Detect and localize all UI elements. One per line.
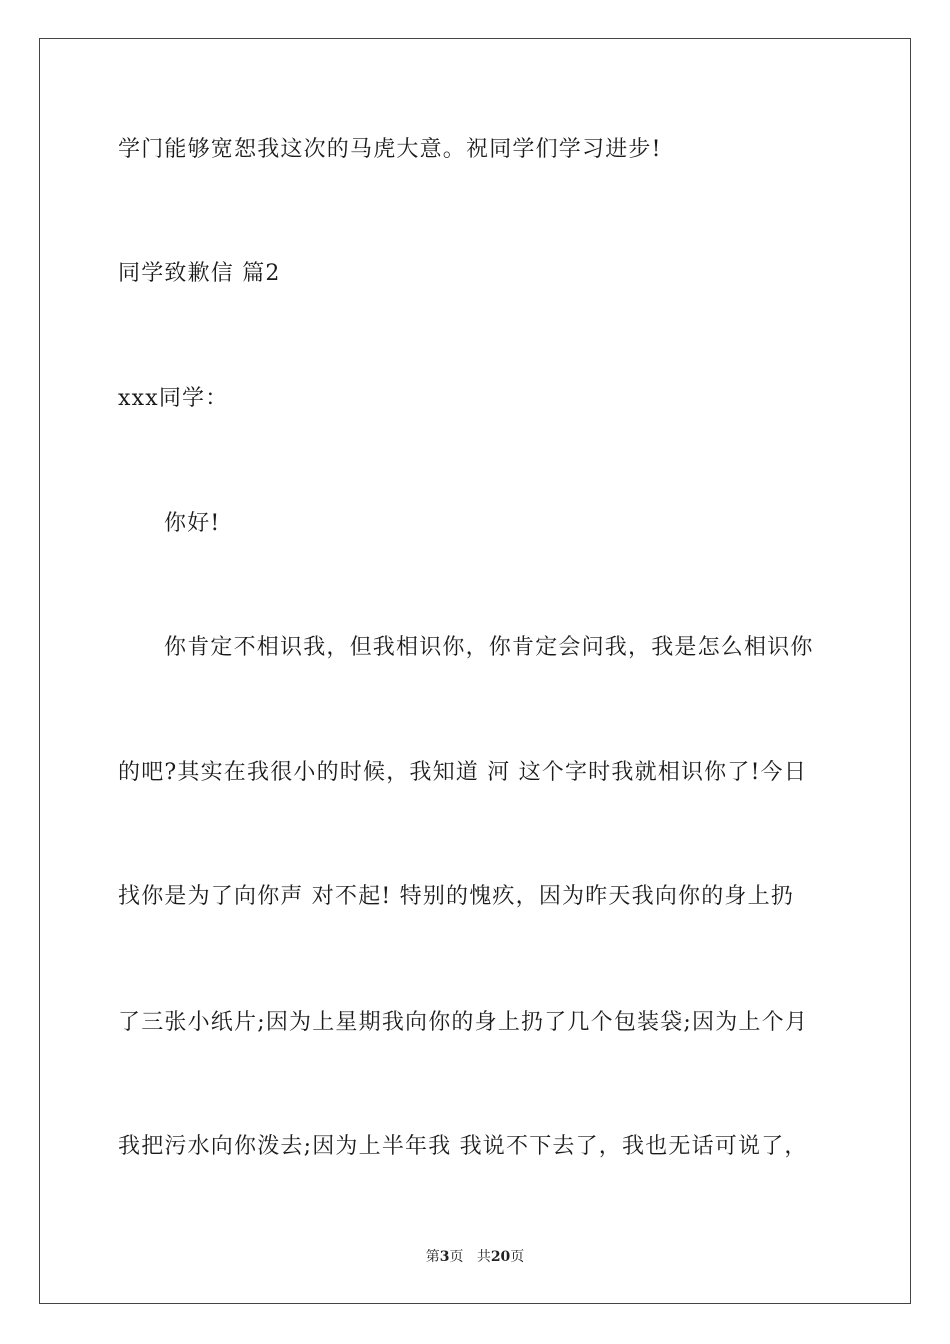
text-line-9: 我把污水向你泼去;因为上半年我 我说不下去了，我也无话可说了，	[118, 1134, 808, 1159]
text-line-6: 的吧?其实在我很小的时候，我知道 河 这个字时我就相识你了!今日	[118, 760, 808, 785]
total-pages: 20	[490, 1249, 511, 1265]
text-line-8: 了三张小纸片;因为上星期我向你的身上扔了几个包装袋;因为上个月	[118, 1010, 809, 1035]
page-footer	[0, 1246, 950, 1266]
text-line-7: 找你是为了向你声 对不起! 特别的愧疚，因为昨天我向你的身上扔	[118, 884, 795, 909]
page-border	[39, 38, 911, 1304]
total-prefix: 共	[476, 1249, 491, 1265]
page-prefix: 第	[425, 1249, 440, 1265]
text-line-5: 你肯定不相识我，但我相识你，你肯定会问我，我是怎么相识你	[164, 635, 814, 660]
section-heading: 同学致歉信 篇2	[118, 261, 281, 286]
text-line-1: 学门能够宽恕我这次的马虎大意。祝同学们学习进步!	[118, 137, 662, 162]
salutation: xxx同学：	[118, 386, 229, 411]
total-suffix: 页	[510, 1249, 525, 1265]
page-number: 3	[439, 1249, 450, 1265]
greeting: 你好!	[164, 511, 221, 536]
page-suffix: 页	[449, 1249, 464, 1265]
